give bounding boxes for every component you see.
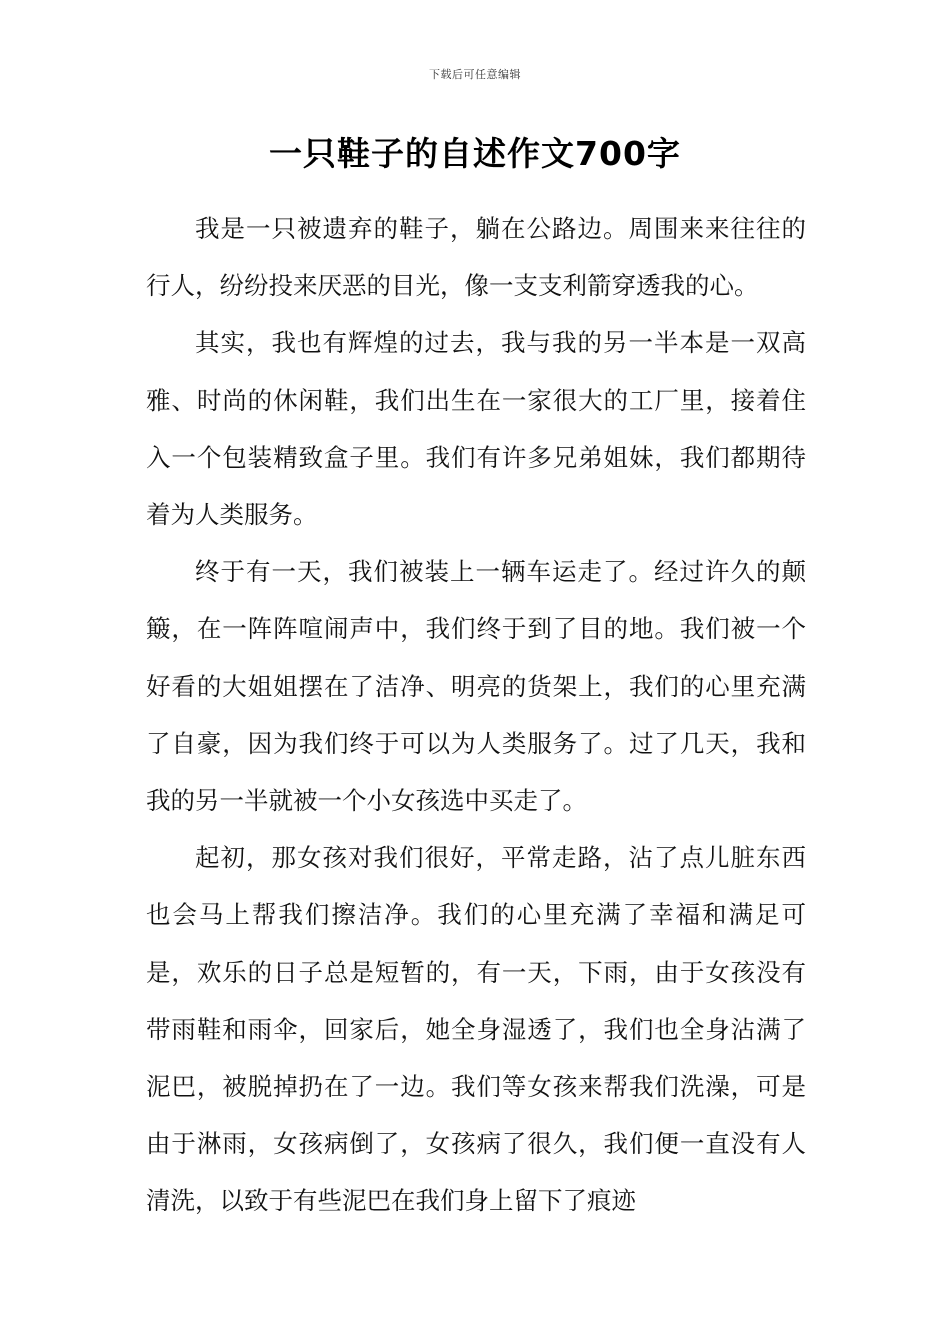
- document-body: [146, 200, 806, 1230]
- paragraph: 其实，我也有辉煌的过去，我与我的另一半本是一双高雅、时尚的休闲鞋，我们出生在一家很大的工厂里，接着住入一个包装精致盒子里。我们有许多兄弟姐妹，我们都期待着为人类服务。: [146, 328, 806, 530]
- paragraph: 起初，那女孩对我们很好，平常走路，沾了点儿脏东西也会马上帮我们擦洁净。我们的心里充满了幸福和满足可是，欢乐的日子总是短暂的，有一天，下雨，由于女孩没有带雨鞋和雨伞，回家后，她全身湿透了，我们也全身沾满了泥巴，被脱掉扔在了一边。我们等女孩来帮我们洗澡，可是由于淋雨，女孩病倒了，女孩病了很久，我们便一直没有人清洗，以致于有些泥巴在我们身上留下了痕迹: [146, 843, 806, 1216]
- paragraph: 我是一只被遗弃的鞋子，躺在公路边。周围来来往往的行人，纷纷投来厌恶的目光，像一支支利箭穿透我的心。: [146, 214, 806, 301]
- paragraph: 终于有一天，我们被装上一辆车运走了。经过许久的颠簸，在一阵阵喧闹声中，我们终于到了目的地。我们被一个好看的大姐姐摆在了洁净、明亮的货架上，我们的心里充满了自豪，因为我们终于可以为人类服务了。过了几天，我和我的另一半就被一个小女孩选中买走了。: [146, 557, 806, 816]
- header-note: 下载后可任意编辑: [429, 68, 521, 81]
- document-title: 一只鞋子的自述作文700字: [269, 134, 681, 173]
